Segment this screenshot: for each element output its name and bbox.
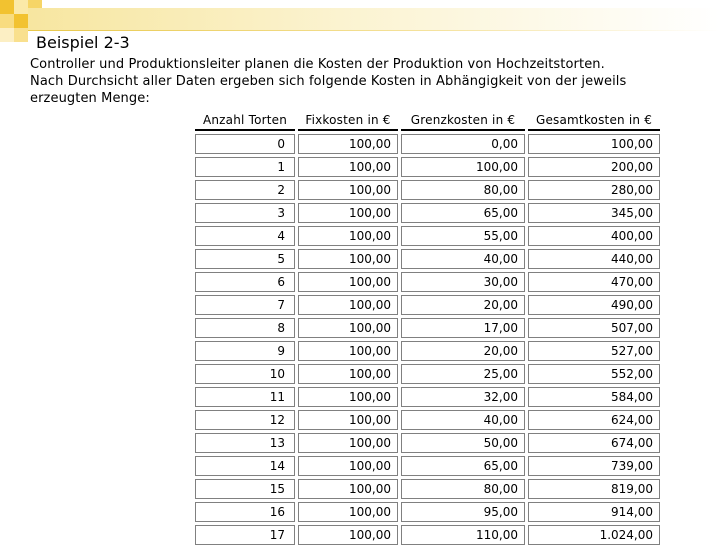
cell-anzahl: 6 (195, 272, 295, 292)
table-row (195, 433, 660, 453)
cell-gesamtkosten: 739,00 (528, 456, 660, 476)
table-body (195, 134, 660, 545)
cell-anzahl: 10 (195, 364, 295, 384)
cell-grenzkosten: 17,00 (401, 318, 525, 338)
cell-anzahl: 0 (195, 134, 295, 154)
cell-gesamtkosten: 584,00 (528, 387, 660, 407)
cell-gesamtkosten: 674,00 (528, 433, 660, 453)
cell-grenzkosten: 55,00 (401, 226, 525, 246)
cell-grenzkosten: 20,00 (401, 341, 525, 361)
table-row (195, 203, 660, 223)
cell-anzahl: 8 (195, 318, 295, 338)
cell-gesamtkosten: 624,00 (528, 410, 660, 430)
cell-fixkosten: 100,00 (298, 203, 398, 223)
cell-anzahl: 9 (195, 341, 295, 361)
cell-anzahl: 7 (195, 295, 295, 315)
cell-grenzkosten: 30,00 (401, 272, 525, 292)
cell-anzahl: 4 (195, 226, 295, 246)
title-rule (28, 30, 720, 31)
cost-table (192, 108, 663, 548)
cell-gesamtkosten: 507,00 (528, 318, 660, 338)
cell-gesamtkosten: 280,00 (528, 180, 660, 200)
cell-fixkosten: 100,00 (298, 525, 398, 545)
cell-grenzkosten: 40,00 (401, 249, 525, 269)
intro-line: Controller und Produktionsleiter planen die Kosten der Produktion von Hochzeitstorten. (30, 57, 605, 72)
table-row (195, 410, 660, 430)
intro-line: erzeugten Menge: (30, 91, 150, 106)
cell-gesamtkosten: 527,00 (528, 341, 660, 361)
cell-fixkosten: 100,00 (298, 157, 398, 177)
cell-anzahl: 5 (195, 249, 295, 269)
cell-gesamtkosten: 470,00 (528, 272, 660, 292)
cell-gesamtkosten: 345,00 (528, 203, 660, 223)
cell-anzahl: 12 (195, 410, 295, 430)
cell-grenzkosten: 40,00 (401, 410, 525, 430)
cell-gesamtkosten: 440,00 (528, 249, 660, 269)
cell-gesamtkosten: 490,00 (528, 295, 660, 315)
slide-title: Beispiel 2-3 (36, 33, 130, 52)
table-row (195, 318, 660, 338)
table-row (195, 249, 660, 269)
header-grenzkosten: Grenzkosten in € (401, 111, 525, 131)
table-row (195, 387, 660, 407)
cell-fixkosten: 100,00 (298, 295, 398, 315)
cell-fixkosten: 100,00 (298, 272, 398, 292)
cell-gesamtkosten: 914,00 (528, 502, 660, 522)
cell-fixkosten: 100,00 (298, 180, 398, 200)
cell-grenzkosten: 20,00 (401, 295, 525, 315)
cell-fixkosten: 100,00 (298, 502, 398, 522)
table-row (195, 272, 660, 292)
cell-grenzkosten: 32,00 (401, 387, 525, 407)
cell-grenzkosten: 50,00 (401, 433, 525, 453)
header-fixkosten: Fixkosten in € (298, 111, 398, 131)
cell-grenzkosten: 95,00 (401, 502, 525, 522)
table-row (195, 341, 660, 361)
cell-gesamtkosten: 819,00 (528, 479, 660, 499)
cell-fixkosten: 100,00 (298, 318, 398, 338)
cell-fixkosten: 100,00 (298, 249, 398, 269)
cell-anzahl: 1 (195, 157, 295, 177)
cell-fixkosten: 100,00 (298, 226, 398, 246)
cell-anzahl: 17 (195, 525, 295, 545)
cell-anzahl: 14 (195, 456, 295, 476)
intro-text (30, 56, 700, 107)
table-row (195, 180, 660, 200)
title-band (28, 8, 720, 30)
cell-grenzkosten: 110,00 (401, 525, 525, 545)
table-row (195, 157, 660, 177)
header-anzahl-torten: Anzahl Torten (195, 111, 295, 131)
cell-anzahl: 11 (195, 387, 295, 407)
cell-anzahl: 3 (195, 203, 295, 223)
table-row (195, 364, 660, 384)
cell-fixkosten: 100,00 (298, 387, 398, 407)
cell-grenzkosten: 65,00 (401, 456, 525, 476)
cell-gesamtkosten: 100,00 (528, 134, 660, 154)
cell-gesamtkosten: 200,00 (528, 157, 660, 177)
cell-grenzkosten: 80,00 (401, 479, 525, 499)
cell-fixkosten: 100,00 (298, 410, 398, 430)
table-row (195, 479, 660, 499)
table-row (195, 226, 660, 246)
table-row (195, 502, 660, 522)
cell-grenzkosten: 100,00 (401, 157, 525, 177)
cell-anzahl: 15 (195, 479, 295, 499)
cell-anzahl: 13 (195, 433, 295, 453)
cell-gesamtkosten: 1.024,00 (528, 525, 660, 545)
table-row (195, 134, 660, 154)
cell-grenzkosten: 65,00 (401, 203, 525, 223)
cell-fixkosten: 100,00 (298, 134, 398, 154)
header-gesamtkosten: Gesamtkosten in € (528, 111, 660, 131)
table-row (195, 525, 660, 545)
cell-fixkosten: 100,00 (298, 479, 398, 499)
intro-line: Nach Durchsicht aller Daten ergeben sich folgende Kosten in Abhängigkeit von der jeweils (30, 74, 627, 89)
cell-fixkosten: 100,00 (298, 364, 398, 384)
cell-fixkosten: 100,00 (298, 341, 398, 361)
cell-fixkosten: 100,00 (298, 433, 398, 453)
cell-gesamtkosten: 552,00 (528, 364, 660, 384)
cell-anzahl: 16 (195, 502, 295, 522)
cell-fixkosten: 100,00 (298, 456, 398, 476)
table-row (195, 456, 660, 476)
table-row (195, 295, 660, 315)
cell-gesamtkosten: 400,00 (528, 226, 660, 246)
cell-grenzkosten: 0,00 (401, 134, 525, 154)
cell-anzahl: 2 (195, 180, 295, 200)
cell-grenzkosten: 25,00 (401, 364, 525, 384)
table-header-row (195, 111, 660, 131)
cell-grenzkosten: 80,00 (401, 180, 525, 200)
